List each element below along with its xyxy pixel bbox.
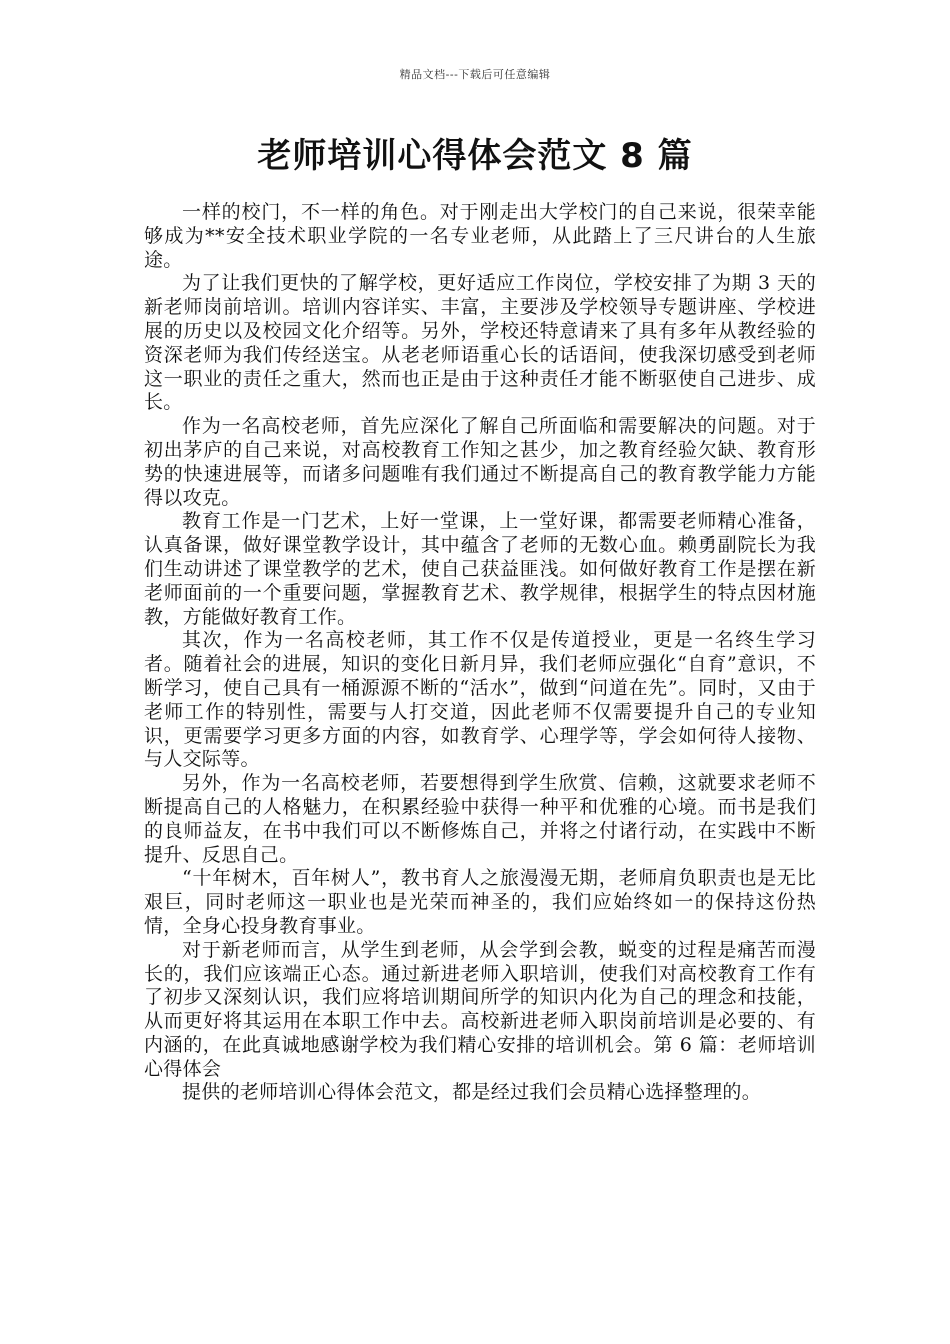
paragraph: 提供的老师培训心得体会范文，都是经过我们会员精心选择整理的。	[182, 1081, 762, 1104]
paragraph: 教育工作是一门艺术，上好一堂课，上一堂好课，都需要老师精心准备，认真备课，做好课堂教学设计，其中蕴含了老师的无数心血。赖勇副院长为我们生动讲述了课堂教学的艺术，使自己获益匪浅。如何做好教育工作是摆在新老师面前的一个重要问题，掌握教育艺术、教学规律，根据学生的特点因材施教，方能做好教育工作。	[144, 510, 816, 628]
paragraph: “十年树木，百年树人”，教书育人之旅漫漫无期，老师肩负职责也是无比艰巨，同时老师这一职业也是光荣而神圣的，我们应始终如一的保持这份热情，全身心投身教育事业。	[144, 867, 816, 937]
paragraph: 为了让我们更快的了解学校，更好适应工作岗位，学校安排了为期 3 天的新老师岗前培训。培训内容详实、丰富，主要涉及学校领导专题讲座、学校进展的历史以及校园文化介绍等。另外，学校还特意请来了具有多年从教经验的资深老师为我们传经送宝。从老老师语重心长的话语间，使我深切感受到老师这一职业的责任之重大，然而也正是由于这种责任才能不断驱使自己进步、成长。	[144, 272, 816, 414]
document-body	[144, 201, 816, 1105]
paragraph: 对于新老师而言，从学生到老师，从会学到会教，蜕变的过程是痛苦而漫长的，我们应该端正心态。通过新进老师入职培训，使我们对高校教育工作有了初步又深刻认识，我们应将培训期间所学的知识内化为自己的理念和技能，从而更好将其运用在本职工作中去。高校新进老师入职岗前培训是必要的、有内涵的，在此真诚地感谢学校为我们精心安排的培训机会。第 6 篇：老师培训心得体会	[144, 938, 816, 1080]
header-note: 精品文档---下载后可任意编辑	[399, 68, 551, 81]
paragraph: 另外，作为一名高校老师，若要想得到学生欣赏、信赖，这就要求老师不断提高自己的人格魅力，在积累经验中获得一种平和优雅的心境。而书是我们的良师益友，在书中我们可以不断修炼自己，并将之付诸行动，在实践中不断提升、反思自己。	[144, 772, 816, 866]
paragraph: 一样的校门，不一样的角色。对于刚走出大学校门的自己来说，很荣幸能够成为**安全技术职业学院的一名专业老师，从此踏上了三尺讲台的人生旅途。	[144, 201, 816, 271]
paragraph: 其次，作为一名高校老师，其工作不仅是传道授业，更是一名终生学习者。随着社会的进展，知识的变化日新月异，我们老师应强化“自育”意识，不断学习，使自己具有一桶源源不断的“活水”，做到“问道在先”。同时，又由于老师工作的特别性，需要与人打交道，因此老师不仅需要提升自己的专业知识，更需要学习更多方面的内容，如教育学、心理学等，学会如何待人接物、与人交际等。	[144, 629, 816, 771]
paragraph: 作为一名高校老师，首先应深化了解自己所面临和需要解决的问题。对于初出茅庐的自己来说，对高校教育工作知之甚少，加之教育经验欠缺、教育形势的快速进展等，而诸多问题唯有我们通过不断提高自己的教育教学能力方能得以攻克。	[144, 415, 816, 509]
document-title: 老师培训心得体会范文 8 篇	[257, 136, 693, 176]
